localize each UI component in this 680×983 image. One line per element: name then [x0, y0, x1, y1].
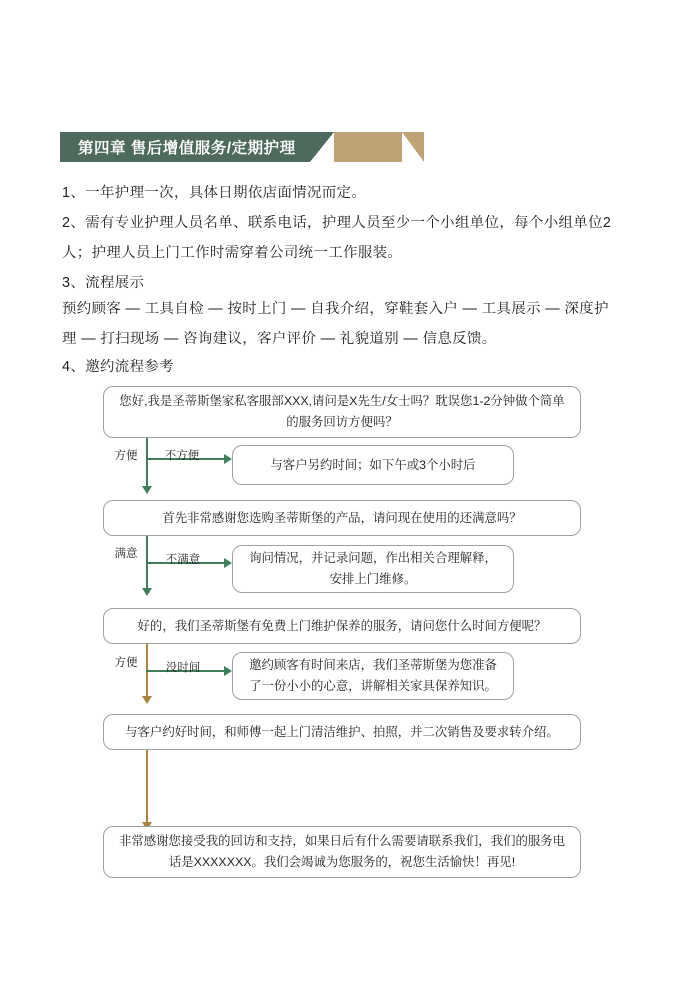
paragraph-5: 4、邀约流程参考 — [62, 359, 174, 375]
flow-arrow-3-head — [142, 696, 152, 704]
flow-box-4: 询问情况，并记录问题，作出相关合理解释，安排上门维修。 — [232, 545, 514, 593]
chapter-header-wedge — [310, 132, 334, 162]
flow-box-8: 非常感谢您接受我的回访和支持，如果日后有什么需要请联系我们，我们的服务电话是XXXXXXX。我们会竭诚为您服务的，祝您生活愉快！再见! — [103, 826, 581, 878]
flow-box-6: 邀约顾客有时间来店，我们圣蒂斯堡为您准备了一份小小的心意，讲解相关家具保养知识。 — [232, 652, 514, 700]
flow-box-5: 好的，我们圣蒂斯堡有免费上门维护保养的服务，请问您什么时间方便呢？ — [103, 608, 581, 644]
chapter-header-green-block — [60, 132, 310, 162]
flow-label-no-time: 没时间 — [165, 662, 201, 674]
flow-box-3: 首先非常感谢您选购圣蒂斯堡的产品，请问现在使用的还满意吗？ — [103, 500, 581, 536]
flowchart — [0, 380, 680, 900]
chapter-header-tan-wedge — [402, 132, 424, 162]
chapter-header — [60, 132, 424, 162]
paragraph-3: 3、流程展示 — [62, 275, 145, 291]
flow-label-convenient-2: 方便 — [114, 657, 138, 669]
flow-arrow-1-horizontal-head — [224, 454, 232, 464]
flow-box-2: 与客户另约时间；如下午或3个小时后 — [232, 445, 514, 485]
chapter-title: 第四章 售后增值服务/定期护理 — [78, 140, 296, 157]
flow-arrow-2-head — [142, 588, 152, 596]
flow-label-satisfied: 满意 — [114, 548, 138, 560]
paragraph-4: 预约顾客 — 工具自检 — 按时上门 — 自我介绍，穿鞋套入户 — 工具展示 — 深度护理 — 打扫现场 — 咨询建议，客户评价 — 礼貌道别 — 信息反馈。 — [62, 301, 609, 347]
paragraph-1: 1、一年护理一次，具体日期依店面情况而定。 — [62, 185, 367, 201]
paragraph-2: 2、需有专业护理人员名单、联系电话，护理人员至少一个小组单位，每个小组单位2人；护理人员上门工作时需穿着公司统一工作服装。 — [62, 215, 612, 261]
flow-arrow-2-horizontal-head — [224, 558, 232, 568]
flow-box-1: 您好,我是圣蒂斯堡家私客服部XXX,请问是X先生/女士吗？耽误您1-2分钟做个简单的服务回访方便吗？ — [103, 386, 581, 438]
flow-label-unsatisfied: 不满意 — [165, 554, 201, 566]
flow-arrow-3-horizontal-head — [224, 666, 232, 676]
flow-label-convenient-1: 方便 — [114, 450, 138, 462]
flow-box-7: 与客户约好时间，和师傅一起上门清洁维护、拍照，并二次销售及要求转介绍。 — [103, 714, 581, 750]
chapter-header-tan-block — [334, 132, 402, 162]
flow-arrow-1-head — [142, 486, 152, 494]
flow-arrow-1-vertical — [146, 438, 148, 486]
flow-arrow-4-vertical — [146, 750, 148, 822]
flow-label-inconvenient: 不方便 — [164, 450, 200, 462]
